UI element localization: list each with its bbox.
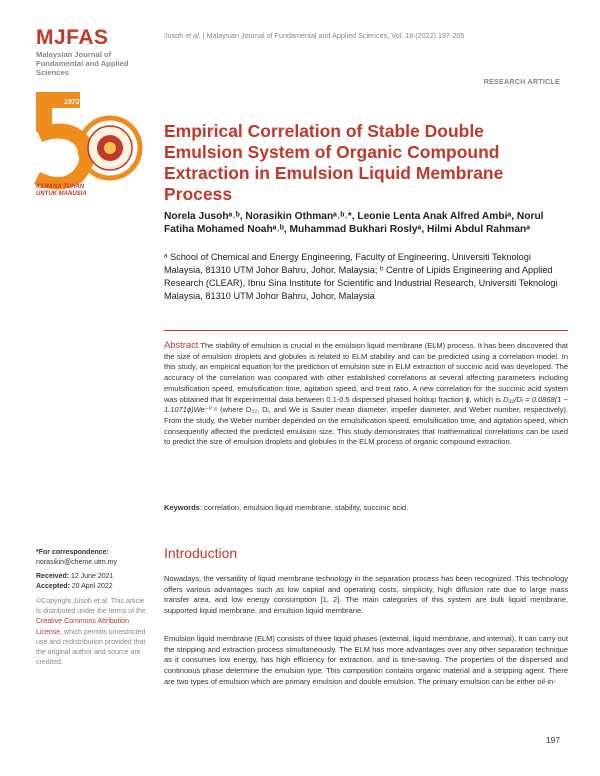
accepted-label: Accepted: xyxy=(36,583,70,590)
abstract-label: Abstract xyxy=(164,339,199,350)
introduction-heading: Introduction xyxy=(164,545,238,561)
license-before: This article is distributed under the terms of the xyxy=(36,598,146,616)
received-label: Received: xyxy=(36,573,70,580)
anniversary-logo xyxy=(30,88,150,198)
correspondence-label: *For correspondence: xyxy=(36,549,109,556)
abstract-text-before: The stability of emulsion is crucial in the emulsion liquid membrane (ELM) process. It has been discovered that the size of emulsion droplets and globules is related to ELM stability and can be predicted using a correlation model. In this study, an empirical equation for the prediction of emulsion size in ELM extraction of succinic acid was developed. The accuracy of the correlation was compared with other established correlations at several affecting parameters including emulsification speed, emulsification time, agitation speed, and treat ratio. A new correlation for the succinic acid system was obtained that fit experimental data between 0.1-0.5 dispersed phased holdup fraction ϕ, which is xyxy=(164,341,568,404)
citation-rest: | Malaysian Journal of Fundamental and Applied Sciences, Vol. 18 (2022) 197-205 xyxy=(200,31,465,40)
anniversary-motto-1: KERANA TUHAN xyxy=(36,184,85,190)
running-header-citation xyxy=(164,31,464,40)
affiliations: ᵃ School of Chemical and Energy Engineering, Faculty of Engineering, Universiti Teknologi Malaysia, 81310 UTM Johor Bahru, Johor, Malaysia; ᵇ Centre of Lipids Engineering and Applied Research (CLEAR), Ibnu Sina Institute for Scientific and Industrial Research, Universiti Teknologi Malaysia, 81310 UTM Johor Bahru, Johor, Malaysia xyxy=(164,252,558,301)
sidebar-info xyxy=(36,548,148,668)
received-date xyxy=(36,572,148,582)
author-list: Norela Jusohᵃ˒ᵇ, Norasikin Othmanᵃ˒ᵇ˒*, Leonie Lenta Anak Alfred Ambiᵃ, Norul Fatiha Mohamed Noahᵃ˒ᵇ, Muhammad Bukhari Roslyᵃ, Hilmi Abdul Rahmanᵃ xyxy=(164,211,544,235)
anniversary-motto-2: UNTUK MANUSIA xyxy=(36,191,87,197)
correspondence-email[interactable]: norasikin@cheme.utm.my xyxy=(36,559,118,566)
abstract-equation: D₃₂/Dᵢ = 0.0868(1 − 1.1071ϕ)We⁻⁰·⁶ xyxy=(164,394,568,415)
page-number: 197 xyxy=(546,735,560,745)
anniversary-years: 1972-2022 xyxy=(64,99,98,106)
abstract-text-after: (where D₃₂, Dᵢ, and We is Sauter mean diameter, impeller diameter, and Weber number, respectively). From the study, the Weber number depended on the emulsification speed, emulsification time, and agitation speed, which consequently affected the predicted emulsion size. This study demonstrates that mathematical correlations can be used to predict the size of emulsion droplets and globules in the ELM process of organic compound extraction. xyxy=(164,405,568,447)
license-notice xyxy=(36,597,148,668)
keywords-label: Keywords xyxy=(164,503,200,512)
journal-name: Malaysian Journal of Fundamental and Applied Sciences xyxy=(36,50,129,78)
article-title: Empirical Correlation of Stable Double Emulsion System of Organic Compound Extraction in Emulsion Liquid Membrane Process xyxy=(164,121,504,204)
citation-authors: Jusoh xyxy=(164,31,184,40)
accepted-date xyxy=(36,582,148,592)
abstract-divider xyxy=(164,330,568,331)
license-after: , which permits unrestricted use and redistribution provided that the original author and source are credited. xyxy=(36,628,146,667)
accepted-value: 20 April 2022 xyxy=(69,583,113,590)
received-value: 12 June 2021 xyxy=(69,573,114,580)
abstract xyxy=(164,340,568,448)
introduction-paragraph-1: Nowadays, the versatility of liquid membrane technology in the separation process has been recognized. This technology offers various advantages such as low capital and operating costs, simplicity, high diffusion rate due to large mass transfer area, and low energy consumption [1, 2]. The main categories of this system are bulk liquid membrane, supported liquid membrane, and emulsion liquid membrane. xyxy=(164,574,568,616)
keywords xyxy=(164,503,568,512)
copyright-text: ©Copyright Jusoh xyxy=(36,598,94,605)
utm-crest-star xyxy=(104,142,116,154)
article-type-label: RESEARCH ARTICLE xyxy=(483,77,560,86)
citation-etal: et al. xyxy=(185,31,201,40)
journal-logo[interactable]: MJFAS xyxy=(36,26,109,49)
copyright-etal: et al. xyxy=(93,598,109,605)
introduction-paragraph-2: Emulsion liquid membrane (ELM) consists of three liquid phases (external, liquid membrane, and internal). It can carry out the stripping and extraction process simultaneously. The ELM has more advantages over any other separation technique as it consumes low energy, has high efficiency for extraction, and is time-saving. The properties of the dispersed and continuous phase determine the emulsion type. This composition contains organic material and a stripping agent. There are two types of emulsion which are primary emulsion and double emulsion. The primary emulsion can be either oil-in- xyxy=(164,634,568,686)
keywords-text: : correlation, emulsion liquid membrane, stability, succinic acid. xyxy=(199,503,409,512)
cc-license-link[interactable]: Creative Commons Attribution License xyxy=(36,618,129,636)
